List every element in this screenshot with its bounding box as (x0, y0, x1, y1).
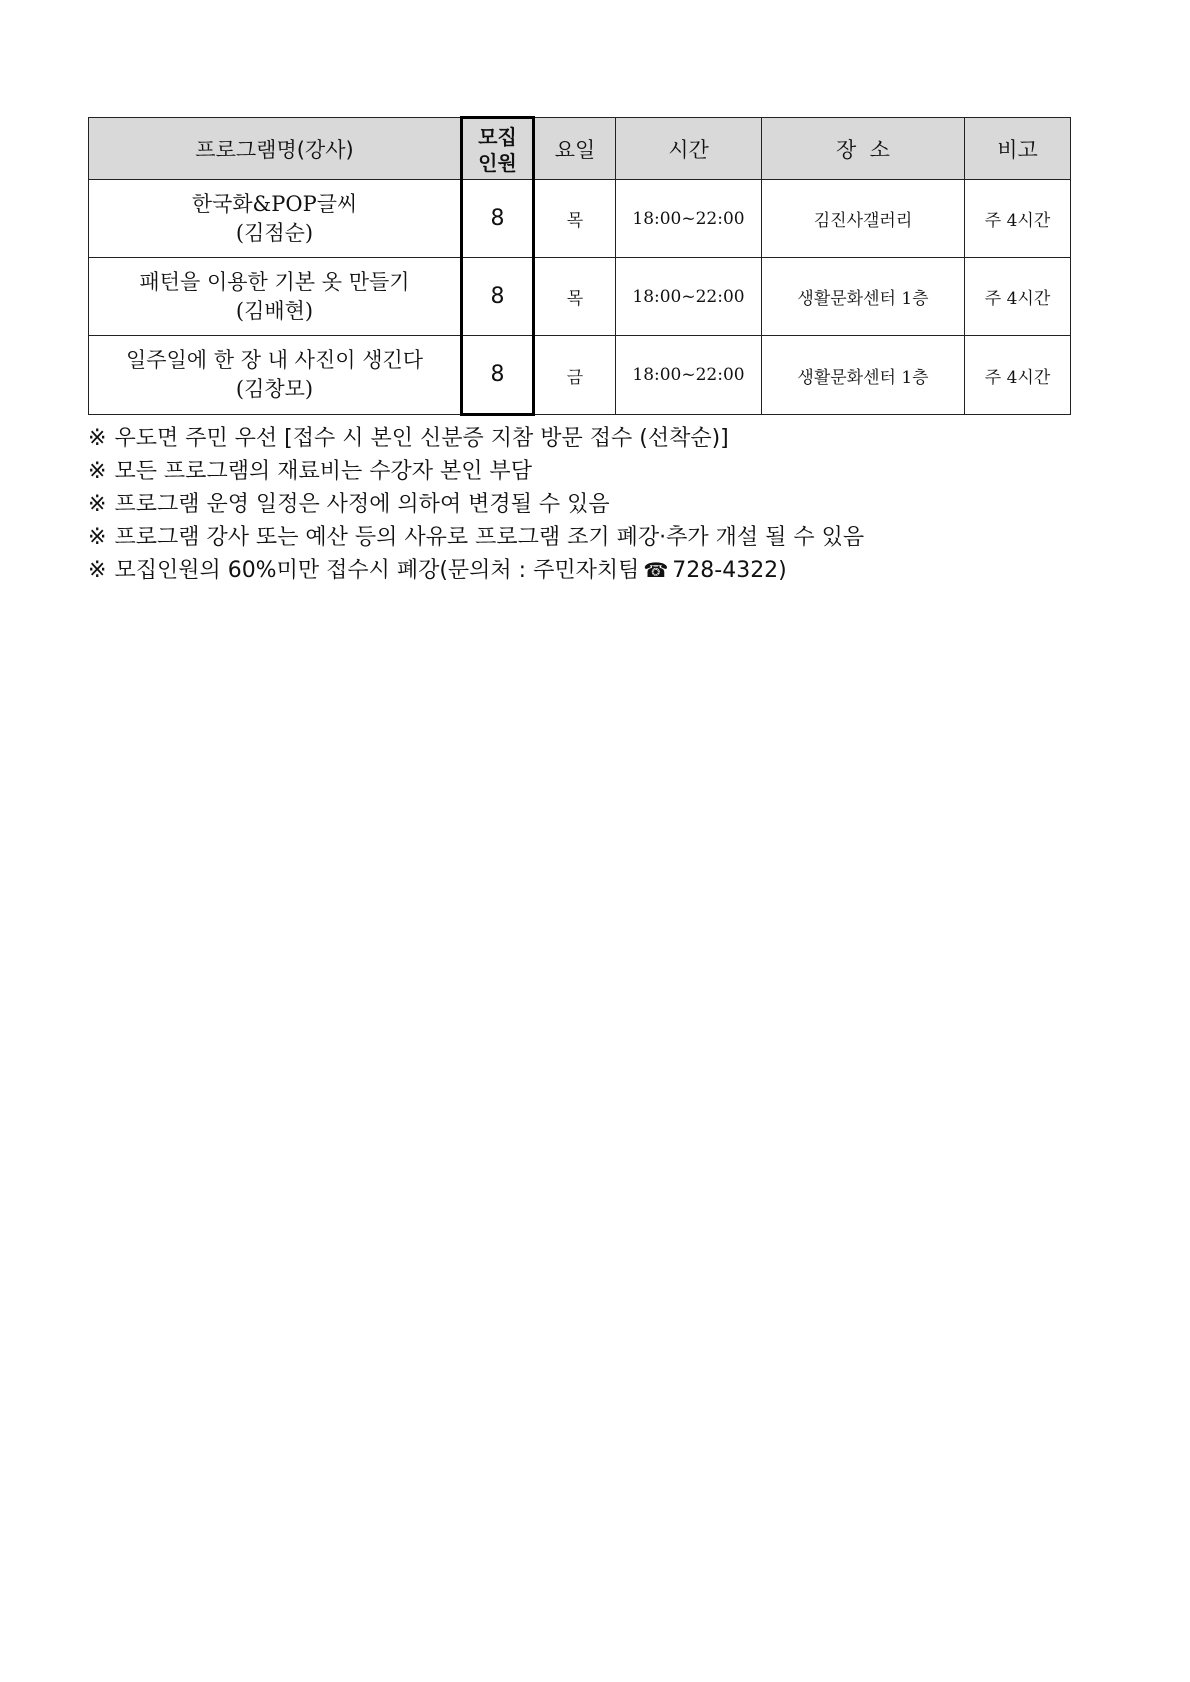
header-place: 장 소 (762, 118, 965, 180)
note-item (88, 521, 864, 554)
note-mark: ※ (88, 459, 107, 484)
note-item (88, 422, 864, 455)
note-text: 프로그램 운영 일정은 사정에 의하여 변경될 수 있음 (114, 492, 610, 517)
place-cell: 김진사갤러리 (762, 180, 965, 258)
time-cell: 18:00~22:00 (616, 258, 762, 336)
note-text: 우도면 주민 우선 [접수 시 본인 신분증 지참 방문 접수 (선착순)] (114, 426, 729, 451)
phone-number: 728-4322) (672, 558, 787, 583)
day-cell: 목 (534, 258, 616, 336)
note-text: 모집인원의 60%미만 접수시 폐강(문의처 : 주민자치팀 (114, 558, 640, 583)
program-name-cell (89, 336, 462, 415)
note-text: 프로그램 강사 또는 예산 등의 사유로 프로그램 조기 폐강·추가 개설 될 수 있음 (114, 525, 865, 550)
note-mark: ※ (88, 558, 107, 583)
header-program: 프로그램명(강사) (89, 118, 462, 180)
program-name: 일주일에 한 장 내 사진이 생긴다 (125, 348, 424, 372)
header-capacity-line2: 인원 (478, 151, 517, 175)
time-cell: 18:00~22:00 (616, 336, 762, 415)
header-capacity-line1: 모집 (478, 125, 517, 149)
program-instructor: (김배현) (235, 298, 314, 323)
program-name: 한국화&POP글씨 (191, 191, 358, 216)
place-cell: 생활문화센터 1층 (762, 258, 965, 336)
program-table (88, 116, 1071, 416)
table-header-row (89, 118, 1071, 180)
program-name-cell (89, 258, 462, 336)
program-name-cell (89, 180, 462, 258)
place-cell: 생활문화센터 1층 (762, 336, 965, 415)
capacity-cell: 8 (462, 336, 534, 415)
table-row (89, 180, 1071, 258)
header-capacity (462, 118, 534, 180)
table-row (89, 258, 1071, 336)
capacity-cell: 8 (462, 258, 534, 336)
note-cell: 주 4시간 (965, 180, 1071, 258)
note-cell: 주 4시간 (965, 336, 1071, 415)
note-text: 모든 프로그램의 재료비는 수강자 본인 부담 (114, 459, 532, 484)
header-note: 비고 (965, 118, 1071, 180)
program-instructor: (김창모) (235, 377, 314, 401)
note-item (88, 455, 864, 488)
table-row (89, 336, 1071, 415)
program-instructor: (김점순) (235, 220, 314, 245)
phone-icon: ☎ (643, 558, 669, 582)
note-mark: ※ (88, 525, 107, 550)
note-item (88, 488, 864, 521)
header-time: 시간 (616, 118, 762, 180)
note-mark: ※ (88, 492, 107, 517)
note-mark: ※ (88, 426, 107, 451)
capacity-cell: 8 (462, 180, 534, 258)
time-cell: 18:00~22:00 (616, 180, 762, 258)
day-cell: 금 (534, 336, 616, 415)
program-name: 패턴을 이용한 기본 옷 만들기 (139, 269, 410, 294)
note-item-contact (88, 554, 864, 587)
notes-list (88, 422, 864, 587)
header-day: 요일 (534, 118, 616, 180)
day-cell: 목 (534, 180, 616, 258)
note-cell: 주 4시간 (965, 258, 1071, 336)
